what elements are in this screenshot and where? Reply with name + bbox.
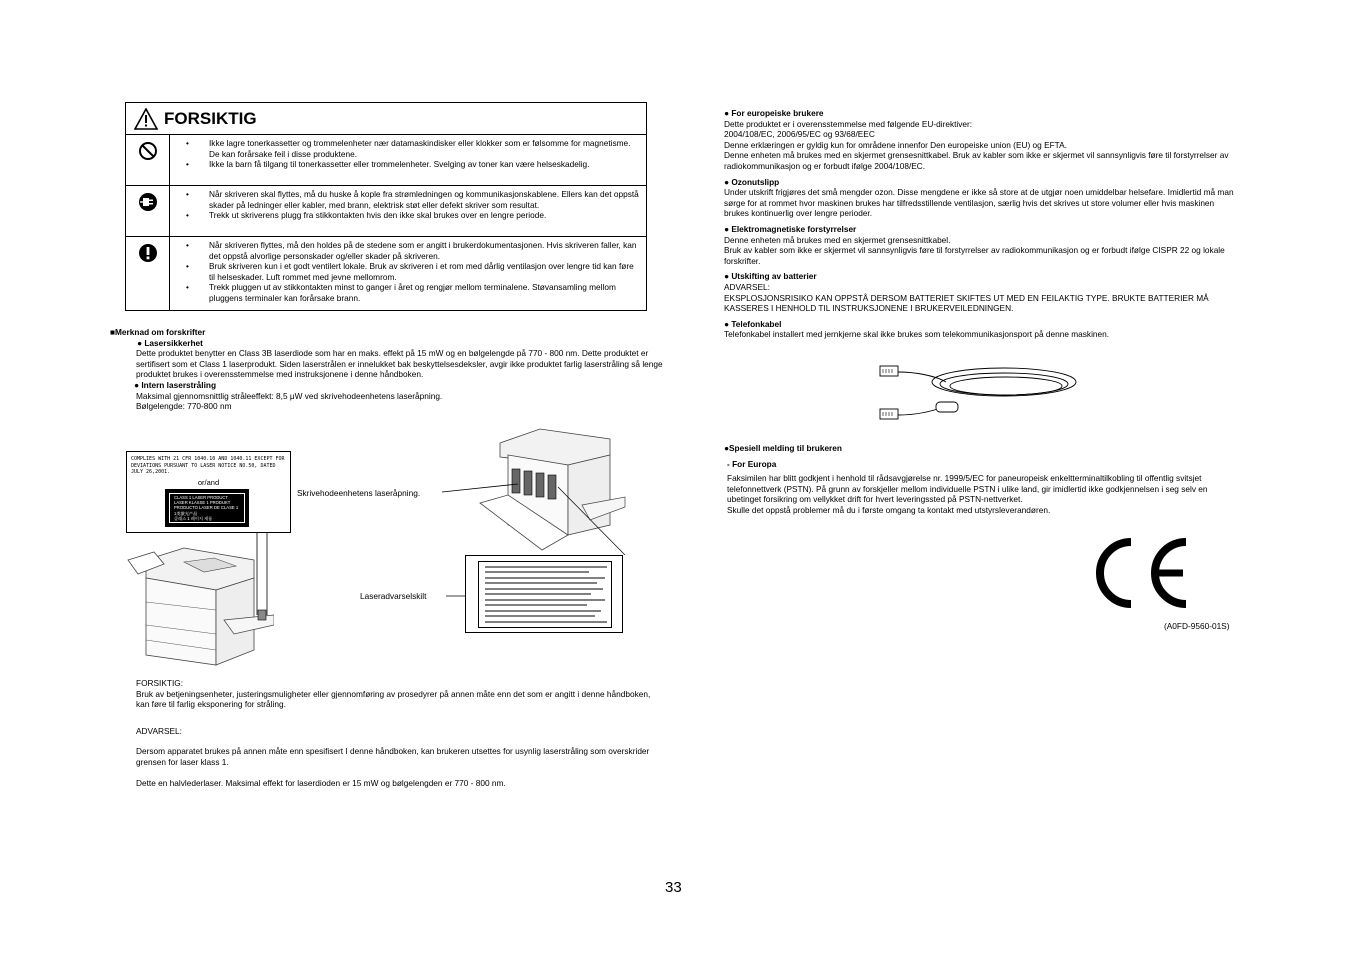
laser-warning-label bbox=[465, 555, 623, 633]
printer-illustration-left bbox=[124, 530, 274, 670]
class1-line: CLASS 1 LASER PRODUCT bbox=[174, 495, 228, 500]
special-notice bbox=[724, 443, 1234, 516]
regulatory-heading: ■Merknad om forskrifter bbox=[110, 327, 206, 337]
ce-mark-icon bbox=[1093, 538, 1193, 608]
label-line: COMPLIES WITH 21 CFR 1040.10 AND 1040.11 EXCEPT FOR bbox=[131, 456, 285, 462]
laser-safety-title: ● Lasersikkerhet bbox=[137, 337, 203, 348]
semiconductor-note: Dette en halvlederlaser. Maksimal effekt for laserdioden er 15 mW og bølgelengden er 770 - 800 nm. bbox=[136, 777, 506, 788]
warning-label-text-lines bbox=[479, 562, 613, 629]
callout-line bbox=[440, 480, 520, 500]
europe-text: Skulle det oppstå problemer må du i første omgang ta kontakt med utstyrsleverandøren. bbox=[727, 504, 1051, 515]
battery-text: ADVARSEL: bbox=[724, 281, 770, 292]
class1-line: LASER KLASSE 1 PRODUKT bbox=[174, 500, 231, 506]
battery-title: ● Utskifting av batterier bbox=[724, 271, 817, 282]
caution-row bbox=[126, 237, 646, 310]
class1-label bbox=[165, 489, 249, 527]
internal-radiation-title: ● Intern laserstråling bbox=[134, 379, 217, 390]
caution-item: • Ikke la barn få tilgang til tonerkassetter eller trommelenheter. Svelging av toner kan være helseskadelig. bbox=[184, 159, 640, 170]
exclamation-icon bbox=[138, 243, 158, 263]
phone-cable-text: Telefonkabel installert med jernkjerne skal ikke brukes som telekommunikasjonsport på denne maskinen. bbox=[724, 329, 1110, 340]
emi-title: ● Elektromagnetiske forstyrrelser bbox=[724, 223, 857, 234]
phone-cable-illustration bbox=[876, 360, 1082, 430]
warning-note-label: ADVARSEL: bbox=[136, 725, 182, 736]
label-line: DEVIATIONS PURSUANT TO LASER NOTICE NO.50, DATED JULY 26,2001. bbox=[131, 462, 276, 475]
caution-item: • Trekk pluggen ut av stikkontakten minst to ganger i året og rengjør mellom terminalene. Støvansamling mellom pluggens terminaler kan forårsake brann. bbox=[184, 282, 640, 303]
class1-line: PRODUCTO LASER DE CLASE 1 bbox=[174, 505, 239, 511]
warning-note-text: Dersom apparatet brukes på annen måte enn spesifisert I denne håndboken, kan brukeren utsettes for usynlig laserstråling som overskrider grensen for laser klass 1. bbox=[136, 746, 650, 767]
eu-text: Denne enheten må brukes med en skjermet grensesnittkabel. Bruk av kabler som ikke er skjermet vil sannsynligvis føre til forstyrrelser av radiokommunikasjon og er forbudt ifølge 2004/108/EC. bbox=[724, 150, 1229, 171]
or-and-text: or/and bbox=[197, 477, 220, 487]
compliance-label bbox=[126, 451, 291, 533]
wavelength-line: Bølgelengde: 770-800 nm bbox=[136, 401, 232, 412]
eu-text: 2004/108/EC, 2006/95/EC og 93/68/EEC bbox=[724, 129, 875, 140]
caution-title: FORSIKTIG bbox=[164, 108, 257, 128]
emi-text: Denne enheten må brukes med en skjermet grensesnittkabel. bbox=[724, 234, 951, 245]
eu-text: Denne erklæringen er gyldig kun for områdene innenfor Den europeiske union (EU) og EFTA. bbox=[724, 139, 1067, 150]
phone-cable-title: ● Telefonkabel bbox=[724, 318, 782, 329]
ozone-title: ● Ozonutslipp bbox=[724, 176, 780, 187]
caution-item: • Når skriveren flyttes, må den holdes på de stedene som er angitt i brukerdokumentasjonen. Hvis skriveren faller, kan det oppstå alvorlige personskader og/eller skader på skriveren. bbox=[184, 240, 640, 261]
ozone-text: Under utskrift frigjøres det små mengder ozon. Disse mengdene er ikke så store at de utgjør noen umiddelbar helsefare. Imidlertid må man sørge for at rommet hvor maskinen brukes har tilfredsstillende ventilasjon, særlig hvis det skrives ut store volumer eller hvis maskinen brukes kontinuerlig over lengre perioder. bbox=[724, 187, 1234, 219]
caution-header bbox=[126, 103, 646, 135]
warning-label-lines bbox=[478, 561, 612, 628]
unplug-icon bbox=[138, 192, 158, 212]
prohibited-icon bbox=[138, 141, 158, 161]
caution-row bbox=[126, 186, 646, 237]
eu-title: ● For europeiske brukere bbox=[724, 108, 824, 118]
caution-note-text: Bruk av betjeningsenheter, justeringsmuligheter eller gjennomføring av prosedyrer på annen måte enn det som er angitt i denne håndboken, kan føre til farlig eksponering for stråling. bbox=[136, 688, 651, 710]
print-head-callout: Skrivehodeenhetens laseråpning. bbox=[297, 488, 421, 498]
battery-text: EKSPLOSJONSRISIKO KAN OPPSTÅ DERSOM BATTERIET SKIFTES UT MED EN FEILAKTIG TYPE. BRUKTE BATTERIER MÅ KASSERES I HENHOLD TIL INSTRUKSJONENE I BRUKERVEILEDNINGEN. bbox=[724, 292, 1209, 314]
emi-text: Bruk av kabler som ikke er skjermet vil sannsynligvis føre til forstyrrelser av radiokommunikasjon og er forbudt ifølge CISPR 22 og lokale forskrifter. bbox=[724, 245, 1225, 266]
special-notice-title: ●Spesiell melding til brukeren bbox=[724, 443, 842, 453]
page-number: 33 bbox=[665, 879, 682, 896]
europe-text: Faksimilen har blitt godkjent i henhold til rådsavgjørelse nr. 1999/5/EC for paneuropeisk enkeltterminaltilkobling til offentlig svitsjet telefonnettverk (PSTN). På grunn av forskjeller mellom individuelle PSTN i ulike land, gir imidlertid ikke godkjennelsen i seg selv en ubetinget forsikring om vellykket drift for hvert leveringssted på PSTN-nettverket. bbox=[727, 473, 1208, 505]
caution-box bbox=[125, 102, 647, 311]
caution-item: • Ikke lagre tonerkassetter og trommelenheter nær datamaskindisker eller klokker som er følsomme for magnetisme. De kan forårsake feil i disse produktene. bbox=[184, 138, 640, 159]
caution-item: • Trekk ut skriverens plugg fra stikkontakten hvis den ikke skal brukes over en lengre periode. bbox=[184, 210, 640, 221]
class1-line: 클래스 1 레이저 제품 bbox=[174, 515, 213, 521]
document-code: (A0FD-9560-01S) bbox=[1164, 621, 1230, 631]
right-column bbox=[724, 108, 1234, 340]
internal-radiation-line: Maksimal gjennomsnittlig stråleeffekt: 8,5 μW ved skrivehodeenhetens laseråpning. bbox=[136, 390, 443, 401]
laser-notes bbox=[136, 678, 656, 788]
caution-item: • Bruk skriveren kun i et godt ventilert lokale. Bruk av skriveren i et rom med dårlig ventilasjon over lengre tid kan føre til helseskader. Luft rommet med jevne mellomrom. bbox=[184, 261, 640, 282]
caution-row bbox=[126, 135, 646, 186]
laser-safety-text: Dette produktet benytter en Class 3B laserdiode som har en maks. effekt på 15 mW og en bølgelengde på 770 - 800 nm. Dette produktet er sertifisert som et Class 1 laserprodukt. Siden laserstrålen er innelukket bak beskyttelsesdeksler, avgir ikke produktet farlig laserstråling så lenge produktet brukes i overensstemmelse med instruksjonene i denne håndboken. bbox=[136, 348, 663, 380]
eu-text: Dette produktet er i overensstemmelse med følgende EU-direktiver: bbox=[724, 118, 973, 129]
caution-item: • Når skriveren skal flyttes, må du huske å kople fra strømledningen og kommunikasjonskablene. Ellers kan det oppstå skader på ledninger eller kabler, med brann, elektrisk støt eller defekt skriver som resultat. bbox=[184, 189, 640, 210]
warning-triangle-icon bbox=[134, 108, 158, 130]
europe-title: - For Europa bbox=[727, 458, 777, 469]
caution-note-label: FORSIKTIG: bbox=[136, 678, 184, 688]
regulatory-section bbox=[110, 327, 670, 412]
class1-line: 1类激光产品 bbox=[174, 510, 198, 516]
warning-label-callout: Laseradvarselskilt bbox=[360, 591, 427, 601]
